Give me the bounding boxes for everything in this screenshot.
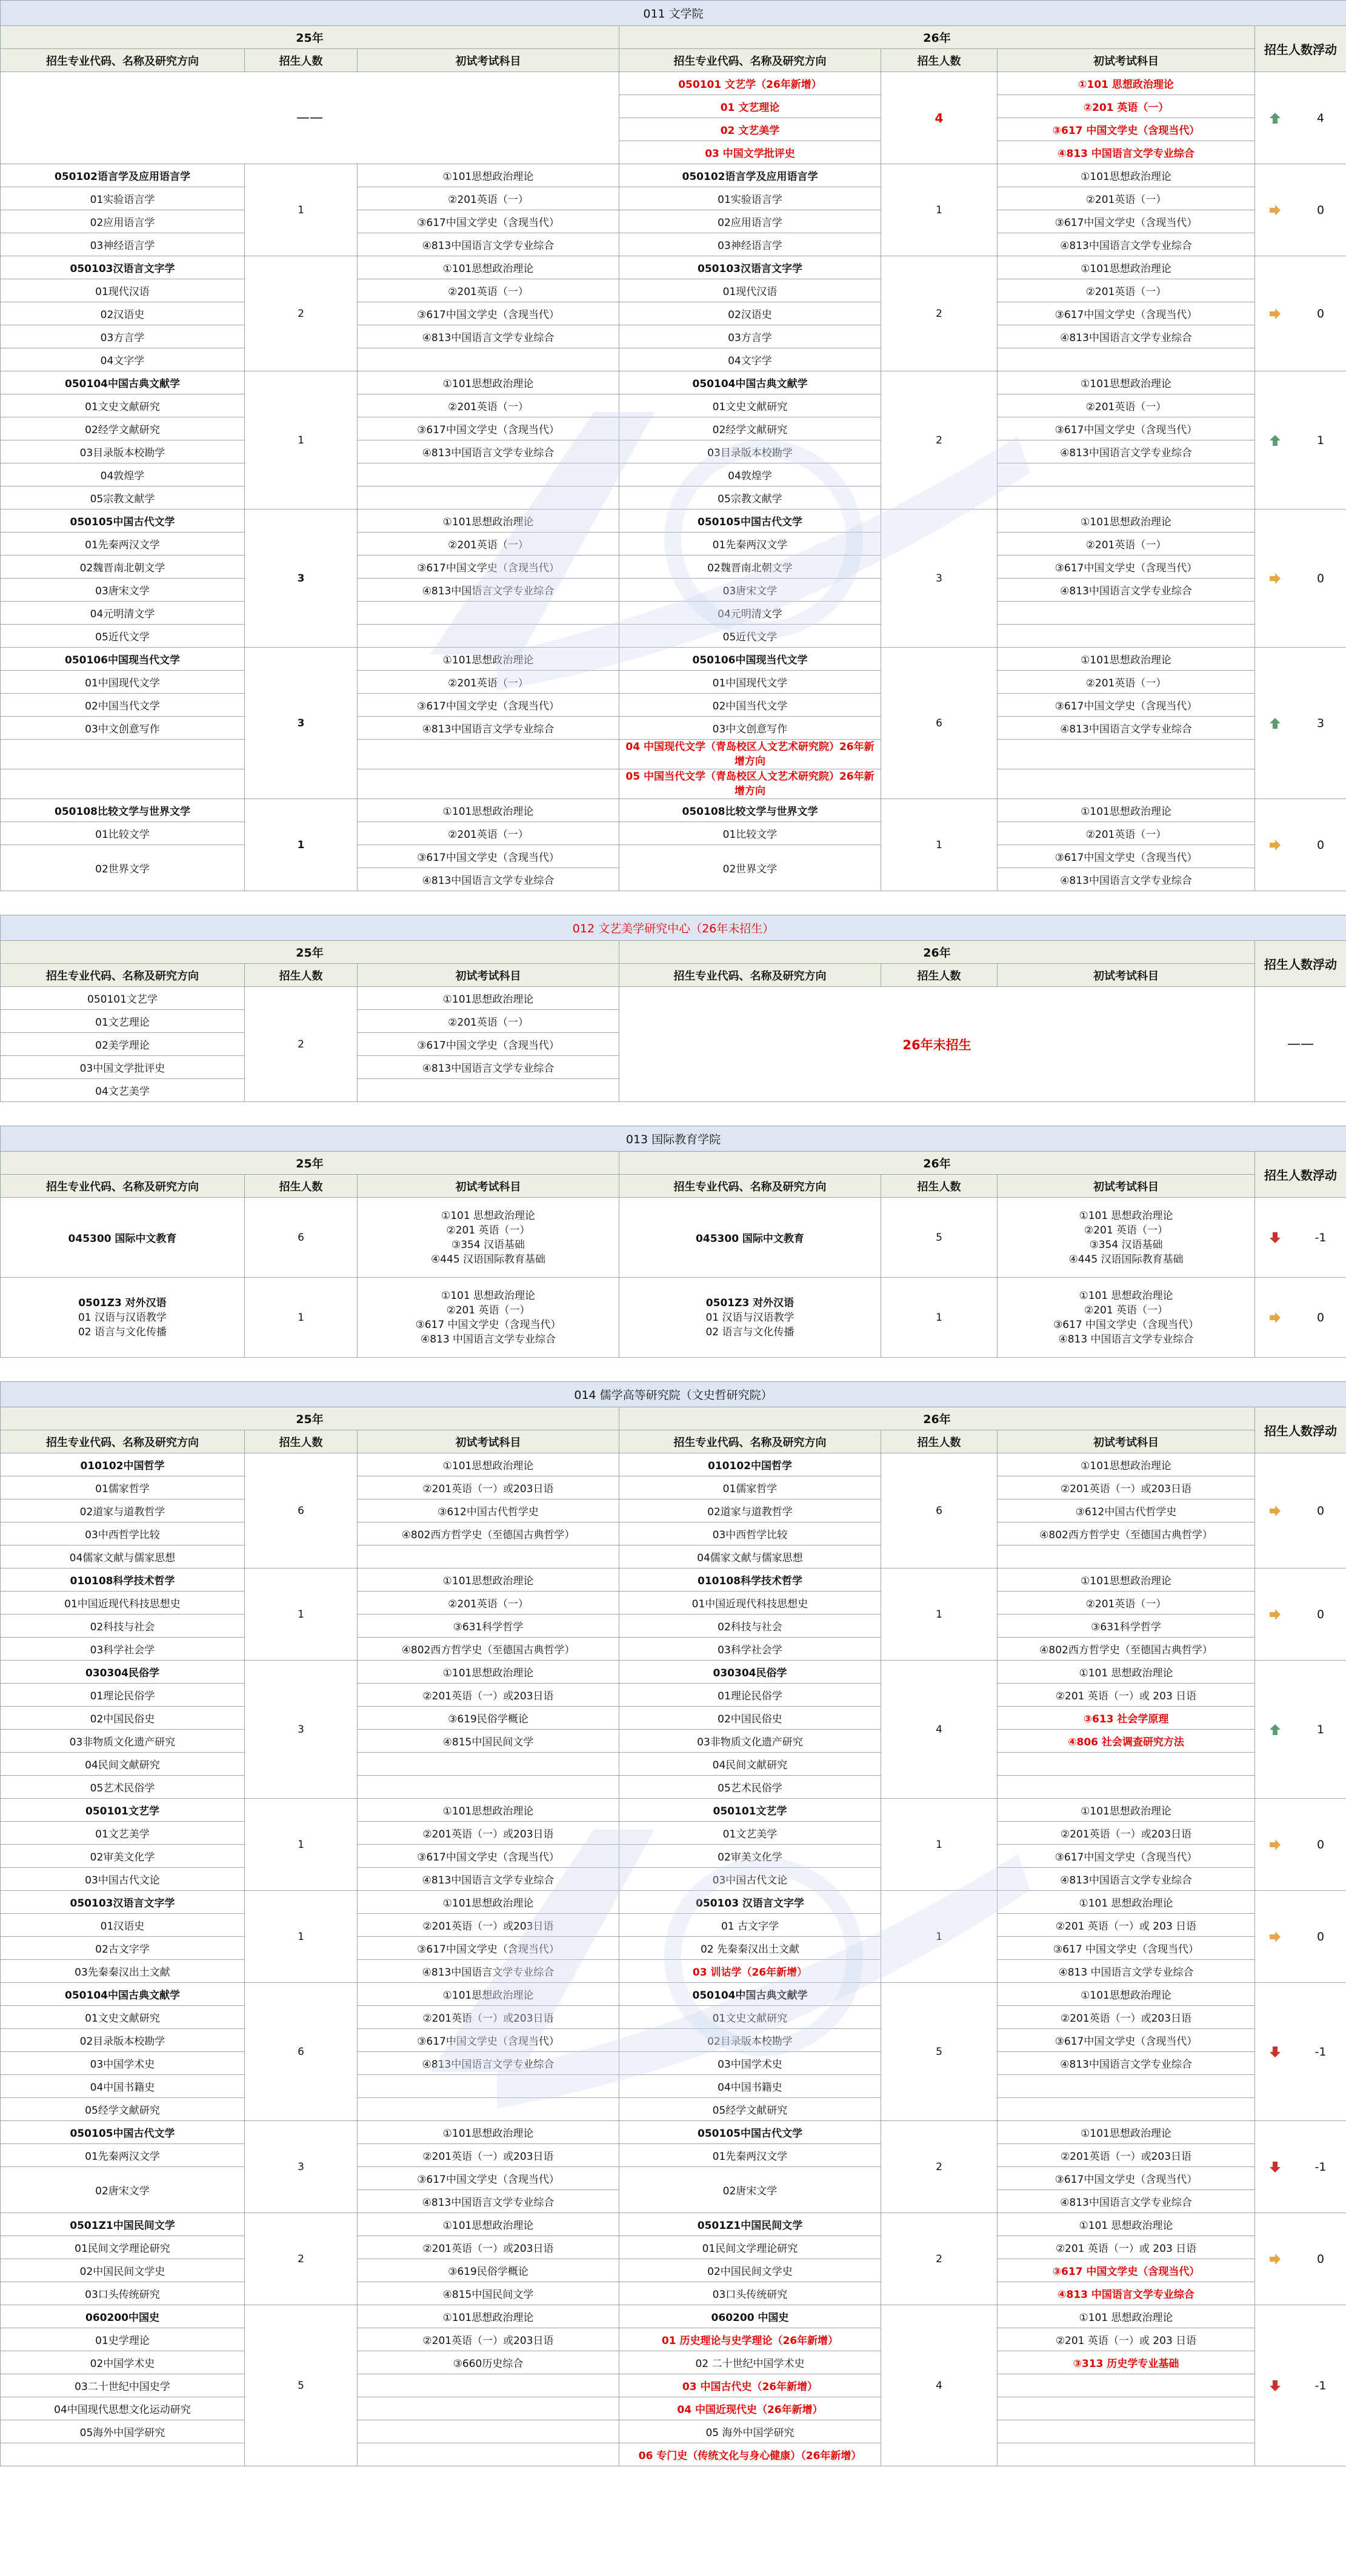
table-row: 050104中国古典文献学 6 ①101思想政治理论 050104中国古典文献学 5 ①101思想政治理论 -1 (1, 1983, 1346, 2006)
table-row: 050102语言学及应用语言学 1 ①101思想政治理论 050102语言学及应用语言学 1 ①101思想政治理论 0 (1, 164, 1346, 187)
table-row: 01文艺美学 ②201英语（一）或203日语 01文艺美学 ②201英语（一）或203日语 (1, 1822, 1346, 1845)
table-row: 05海外中国学研究 05 海外中国学研究 (1, 2420, 1346, 2443)
table-row: 04敦煌学 04敦煌学 (1, 463, 1346, 486)
table-row: 02道家与道教哲学 ③612中国古代哲学史 02道家与道教哲学 ③612中国古代哲学史 (1, 1499, 1346, 1522)
table-row: 050104中国古典文献学 1 ①101思想政治理论 050104中国古典文献学 2 ①101思想政治理论 1 (1, 371, 1346, 394)
arrow-right-icon (1268, 1311, 1282, 1324)
arrow-right-icon (1268, 838, 1282, 852)
not-enrolled-26: 26年未招生 (619, 987, 1255, 1102)
year-header-row: 25年 26年 招生人数浮动 (1, 1152, 1346, 1175)
float-column-header: 招生人数浮动 (1255, 1407, 1346, 1453)
table-row: 03二十世纪中国史学 03 中国古代史（26年新增） (1, 2374, 1346, 2397)
table-row: 02美学理论 ③617中国文学史（含现当代） (1, 1033, 1346, 1056)
table-row: 01先秦两汉文学 ②201英语（一）或203日语 01先秦两汉文学 ②201英语（一）或203日语 (1, 2144, 1346, 2167)
arrow-up-icon (1268, 1723, 1282, 1736)
table-row: 02科技与社会 ③631科学哲学 02科技与社会 ③631科学哲学 (1, 1615, 1346, 1638)
table-row: 050101文艺学 2 ①101思想政治理论 26年未招生 —— (1, 987, 1346, 1010)
column-header-row: 招生专业代码、名称及研究方向 招生人数 初试考试科目 招生专业代码、名称及研究方向 招生人数 初试考试科目 (1, 1430, 1346, 1453)
arrow-down-icon (1268, 1231, 1282, 1244)
table-row: 01现代汉语 ②201英语（一） 01现代汉语 ②201英语（一） (1, 279, 1346, 302)
table-row: 04文艺美学 (1, 1079, 1346, 1102)
table-row: 01文史文献研究 ②201英语（一）或203日语 01文史文献研究 ②201英语（一）或203日语 (1, 2006, 1346, 2029)
table-row: 01儒家哲学 ②201英语（一）或203日语 01儒家哲学 ②201英语（一）或203日语 (1, 1476, 1346, 1499)
arrow-down-icon (1268, 2160, 1282, 2174)
table-row: 01汉语史 ②201英语（一）或203日语 01 古文字学 ②201 英语（一）或 203 日语 (1, 1914, 1346, 1937)
table-row: 01文艺理论 ②201英语（一） (1, 1010, 1346, 1033)
table-row: 02应用语言学 ③617中国文学史（含现当代） 02应用语言学 ③617中国文学史（含现当代） (1, 210, 1346, 233)
table-row: 02汉语史 ③617中国文学史（含现当代） 02汉语史 ③617中国文学史（含现当代） (1, 302, 1346, 325)
table-row: 02经学文献研究 ③617中国文学史（含现当代） 02经学文献研究 ③617中国文学史（含现当代） (1, 417, 1346, 440)
table-row: 050103汉语言文字学 1 ①101思想政治理论 050103 汉语言文字学 1 ①101 思想政治理论 0 (1, 1891, 1346, 1914)
table-row: 05宗教文献学 05宗教文献学 (1, 486, 1346, 510)
arrow-up-icon (1268, 717, 1282, 730)
table-row: 03中国学术史 ④813中国语言文学专业综合 03中国学术史 ④813中国语言文学专业综合 (1, 2052, 1346, 2075)
table-row: 050106中国现当代文学 3 ①101思想政治理论 050106中国现当代文学 6 ①101思想政治理论 3 (1, 648, 1346, 671)
table-row: 05近代文学 05近代文学 (1, 625, 1346, 648)
table-row: 01实验语言学 ②201英语（一） 01实验语言学 ②201英语（一） (1, 187, 1346, 210)
table-row: 01理论民俗学 ②201英语（一）或203日语 01理论民俗学 ②201 英语（一）或 203 日语 (1, 1684, 1346, 1707)
table-row: 05经学文献研究 05经学文献研究 (1, 2098, 1346, 2121)
table-row: 04民间文献研究 04民间文献研究 (1, 1753, 1346, 1776)
table-row: 03中文创意写作 ④813中国语言文学专业综合 03中文创意写作 ④813中国语言文学专业综合 (1, 717, 1346, 740)
table-row: 06 专门史（传统文化与身心健康）（26年新增） (1, 2443, 1346, 2466)
arrow-right-icon (1268, 1838, 1282, 1851)
table-row: 04中国现代思想文化运动研究 04 中国近现代史（26年新增） (1, 2397, 1346, 2420)
table-row: 03中国古代文论 ④813中国语言文学专业综合 03中国古代文论 ④813中国语言文学专业综合 (1, 1868, 1346, 1891)
table-row: 04儒家文献与儒家思想 04儒家文献与儒家思想 (1, 1545, 1346, 1569)
table-row: 050108比较文学与世界文学 1 ①101思想政治理论 050108比较文学与世界文学 1 ①101思想政治理论 0 (1, 799, 1346, 822)
table-row: 04文字学 04文字学 (1, 348, 1346, 371)
table-row: 03唐宋文学 ④813中国语言文学专业综合 03唐宋文学 ④813中国语言文学专业综合 (1, 579, 1346, 602)
table-row: 02中国学术史 ③660历史综合 02 二十世纪中国学术史 ③313 历史学专业基础 (1, 2351, 1346, 2374)
table-row: 02魏晋南北朝文学 ③617中国文学史（含现当代） 02魏晋南北朝文学 ③617中国文学史（含现当代） (1, 556, 1346, 579)
table-row: 050105中国古代文学 3 ①101思想政治理论 050105中国古代文学 3 ①101思想政治理论 0 (1, 510, 1346, 533)
section-title-014: 014 儒学高等研究院（文史哲研究院） (1, 1382, 1346, 1407)
arrow-right-icon (1268, 572, 1282, 585)
table-row: 01中国现代文学 ②201英语（一） 01中国现代文学 ②201英语（一） (1, 671, 1346, 694)
not-offered-25: —— (1, 72, 619, 164)
table-row: 060200中国史 5 ①101思想政治理论 060200 中国史 4 ①101 思想政治理论 -1 (1, 2305, 1346, 2328)
table-row: 03先秦秦汉出土文献 ④813中国语言文学专业综合 03 训诂学（26年新增） ④813 中国语言文学专业综合 (1, 1960, 1346, 1983)
year-header-row: 25年 26年 招生人数浮动 (1, 1407, 1346, 1430)
table-row: 03口头传统研究 ④815中国民间文学 03口头传统研究 ④813 中国语言文学专业综合 (1, 2282, 1346, 2305)
table-row: 02目录版本校勘学 ③617中国文学史（含现当代） 02目录版本校勘学 ③617中国文学史（含现当代） (1, 2029, 1346, 2052)
section-title-012: 012 文艺美学研究中心（26年未招生） (1, 915, 1346, 941)
table-row: 04 中国现代文学（青岛校区人文艺术研究院）26年新增方向 (1, 740, 1346, 769)
arrow-right-icon (1268, 2252, 1282, 2266)
table-row: 03 中国文学批评史 ④813 中国语言文学专业综合 (1, 141, 1346, 164)
table-row: 02中国当代文学 ③617中国文学史（含现当代） 02中国当代文学 ③617中国文学史（含现当代） (1, 694, 1346, 717)
table-row: 02审美文化学 ③617中国文学史（含现当代） 02审美文化学 ③617中国文学史（含现当代） (1, 1845, 1346, 1868)
table-row: 01比较文学 ②201英语（一） 01比较文学 ②201英语（一） (1, 822, 1346, 845)
table-row: 05 中国当代文学（青岛校区人文艺术研究院）26年新增方向 (1, 769, 1346, 799)
table-row: 02世界文学 ③617中国文学史（含现当代） 02世界文学 ③617中国文学史（含现当代） (1, 845, 1346, 868)
table-row: ④813中国语言文学专业综合 ④813中国语言文学专业综合 (1, 2190, 1346, 2213)
table-row: 05艺术民俗学 05艺术民俗学 (1, 1776, 1346, 1799)
table-row: 02中国民俗史 ③619民俗学概论 02中国民俗史 ③613 社会学原理 (1, 1707, 1346, 1730)
arrow-right-icon (1268, 204, 1282, 217)
table-row: 02 文艺美学 ③617 中国文学史（含现当代） (1, 118, 1346, 141)
section-gap (1, 1358, 1346, 1382)
arrow-right-icon (1268, 1504, 1282, 1518)
column-header-row: 招生专业代码、名称及研究方向 招生人数 初试考试科目 招生专业代码、名称及研究方向 招生人数 初试考试科目 (1, 1175, 1346, 1198)
section-title-013: 013 国际教育学院 (1, 1126, 1346, 1152)
table-row: 01先秦两汉文学 ②201英语（一） 01先秦两汉文学 ②201英语（一） (1, 533, 1346, 556)
section-gap (1, 891, 1346, 915)
table-row: 04元明清文学 04元明清文学 (1, 602, 1346, 625)
table-row: 03方言学 ④813中国语言文学专业综合 03方言学 ④813中国语言文学专业综合 (1, 325, 1346, 348)
section-title-011: 011 文学院 (1, 1, 1346, 26)
table-row: 010108科学技术哲学 1 ①101思想政治理论 010108科学技术哲学 1 ①101思想政治理论 0 (1, 1569, 1346, 1592)
table-row: 03中西哲学比较 ④802西方哲学史（至德国古典哲学） 03中西哲学比较 ④802西方哲学史（至德国古典哲学） (1, 1522, 1346, 1545)
table-row: 01中国近现代科技思想史 ②201英语（一） 01中国近现代科技思想史 ②201英语（一） (1, 1592, 1346, 1615)
table-row: 0501Z1中国民间文学 2 ①101思想政治理论 0501Z1中国民间文学 2 ①101 思想政治理论 0 (1, 2213, 1346, 2236)
table-row: 03科学社会学 ④802西方哲学史（至德国古典哲学） 03科学社会学 ④802西方哲学史（至德国古典哲学） (1, 1638, 1346, 1661)
year-header-row: 25年 26年 招生人数浮动 (1, 26, 1346, 49)
table-row: 03中国文学批评史 ④813中国语言文学专业综合 (1, 1056, 1346, 1079)
table-row: —— 050101 文艺学（26年新增） 4 ①101 思想政治理论 4 (1, 72, 1346, 95)
float-column-header: 招生人数浮动 (1255, 941, 1346, 987)
arrow-right-icon (1268, 1608, 1282, 1621)
table-row: 030304民俗学 3 ①101思想政治理论 030304民俗学 4 ①101 思想政治理论 1 (1, 1661, 1346, 1684)
table-row: 03神经语言学 ④813中国语言文学专业综合 03神经语言学 ④813中国语言文学专业综合 (1, 233, 1346, 256)
table-row: 0501Z3 对外汉语 01 汉语与汉语教学 02 语言与文化传播 1 ①101 思想政治理论 ②201 英语（一） ③617 中国文学史（含现当代） ④813 中国语言文学专业综合 0501Z3 对外汉语 01 汉语与汉语教学 02 语言与文化传播 1 ①101 思想政治理论 ②201 英语（一） ③617 中国文学史（含现当代） ④813 中国语言文学专业综合 0 (1, 1278, 1346, 1358)
arrow-up-icon (1268, 434, 1282, 447)
arrow-right-icon (1268, 307, 1282, 320)
table-row: 01 文艺理论 ②201 英语（一） (1, 95, 1346, 118)
arrow-right-icon (1268, 1930, 1282, 1944)
arrow-down-icon (1268, 2379, 1282, 2392)
table-row: 01史学理论 ②201英语（一）或203日语 01 历史理论与史学理论（26年新增） ②201 英语（一）或 203 日语 (1, 2328, 1346, 2351)
arrow-down-icon (1268, 2045, 1282, 2059)
table-row: 010102中国哲学 6 ①101思想政治理论 010102中国哲学 6 ①101思想政治理论 0 (1, 1453, 1346, 1476)
table-row: 02唐宋文学 ③617中国文学史（含现当代） 02唐宋文学 ③617中国文学史（含现当代） (1, 2167, 1346, 2190)
table-row: 045300 国际中文教育 6 ①101 思想政治理论 ②201 英语（一） ③354 汉语基础 ④445 汉语国际教育基础 045300 国际中文教育 5 ①101 思想政治理论 ②201 英语（一） ③354 汉语基础 ④445 汉语国际教育基础 -1 (1, 1198, 1346, 1278)
table-row: 050103汉语言文字学 2 ①101思想政治理论 050103汉语言文字学 2 ①101思想政治理论 0 (1, 256, 1346, 279)
table-row: 02古文字学 ③617中国文学史（含现当代） 02 先秦秦汉出土文献 ③617 中国文学史（含现当代） (1, 1937, 1346, 1960)
year-header-row: 25年 26年 招生人数浮动 (1, 941, 1346, 964)
table-row: 050101文艺学 1 ①101思想政治理论 050101文艺学 1 ①101思想政治理论 0 (1, 1799, 1346, 1822)
table-row: 02中国民间文学史 ③619民俗学概论 02中国民间文学史 ③617 中国文学史（含现当代） (1, 2259, 1346, 2282)
table-row: 01民间文学理论研究 ②201英语（一）或203日语 01民间文学理论研究 ②201 英语（一）或 203 日语 (1, 2236, 1346, 2259)
section-gap (1, 1102, 1346, 1126)
column-header-row: 招生专业代码、名称及研究方向 招生人数 初试考试科目 招生专业代码、名称及研究方向 招生人数 初试考试科目 (1, 964, 1346, 987)
float-column-header: 招生人数浮动 (1255, 26, 1346, 72)
column-header-row: 招生专业代码、名称及研究方向 招生人数 初试考试科目 招生专业代码、名称及研究方向 招生人数 初试考试科目 (1, 49, 1346, 72)
table-row: 01文史文献研究 ②201英语（一） 01文史文献研究 ②201英语（一） (1, 394, 1346, 417)
table-row: 04中国书籍史 04中国书籍史 (1, 2075, 1346, 2098)
table-row: ④813中国语言文学专业综合 ④813中国语言文学专业综合 (1, 868, 1346, 891)
float-column-header: 招生人数浮动 (1255, 1152, 1346, 1198)
table-row: 03目录版本校勘学 ④813中国语言文学专业综合 03目录版本校勘学 ④813中国语言文学专业综合 (1, 440, 1346, 463)
table-row: 03非物质文化遗产研究 ④815中国民间文学 03非物质文化遗产研究 ④806 社会调查研究方法 (1, 1730, 1346, 1753)
arrow-up-icon (1268, 111, 1282, 125)
table-row: 050105中国古代文学 3 ①101思想政治理论 050105中国古代文学 2 ①101思想政治理论 -1 (1, 2121, 1346, 2144)
